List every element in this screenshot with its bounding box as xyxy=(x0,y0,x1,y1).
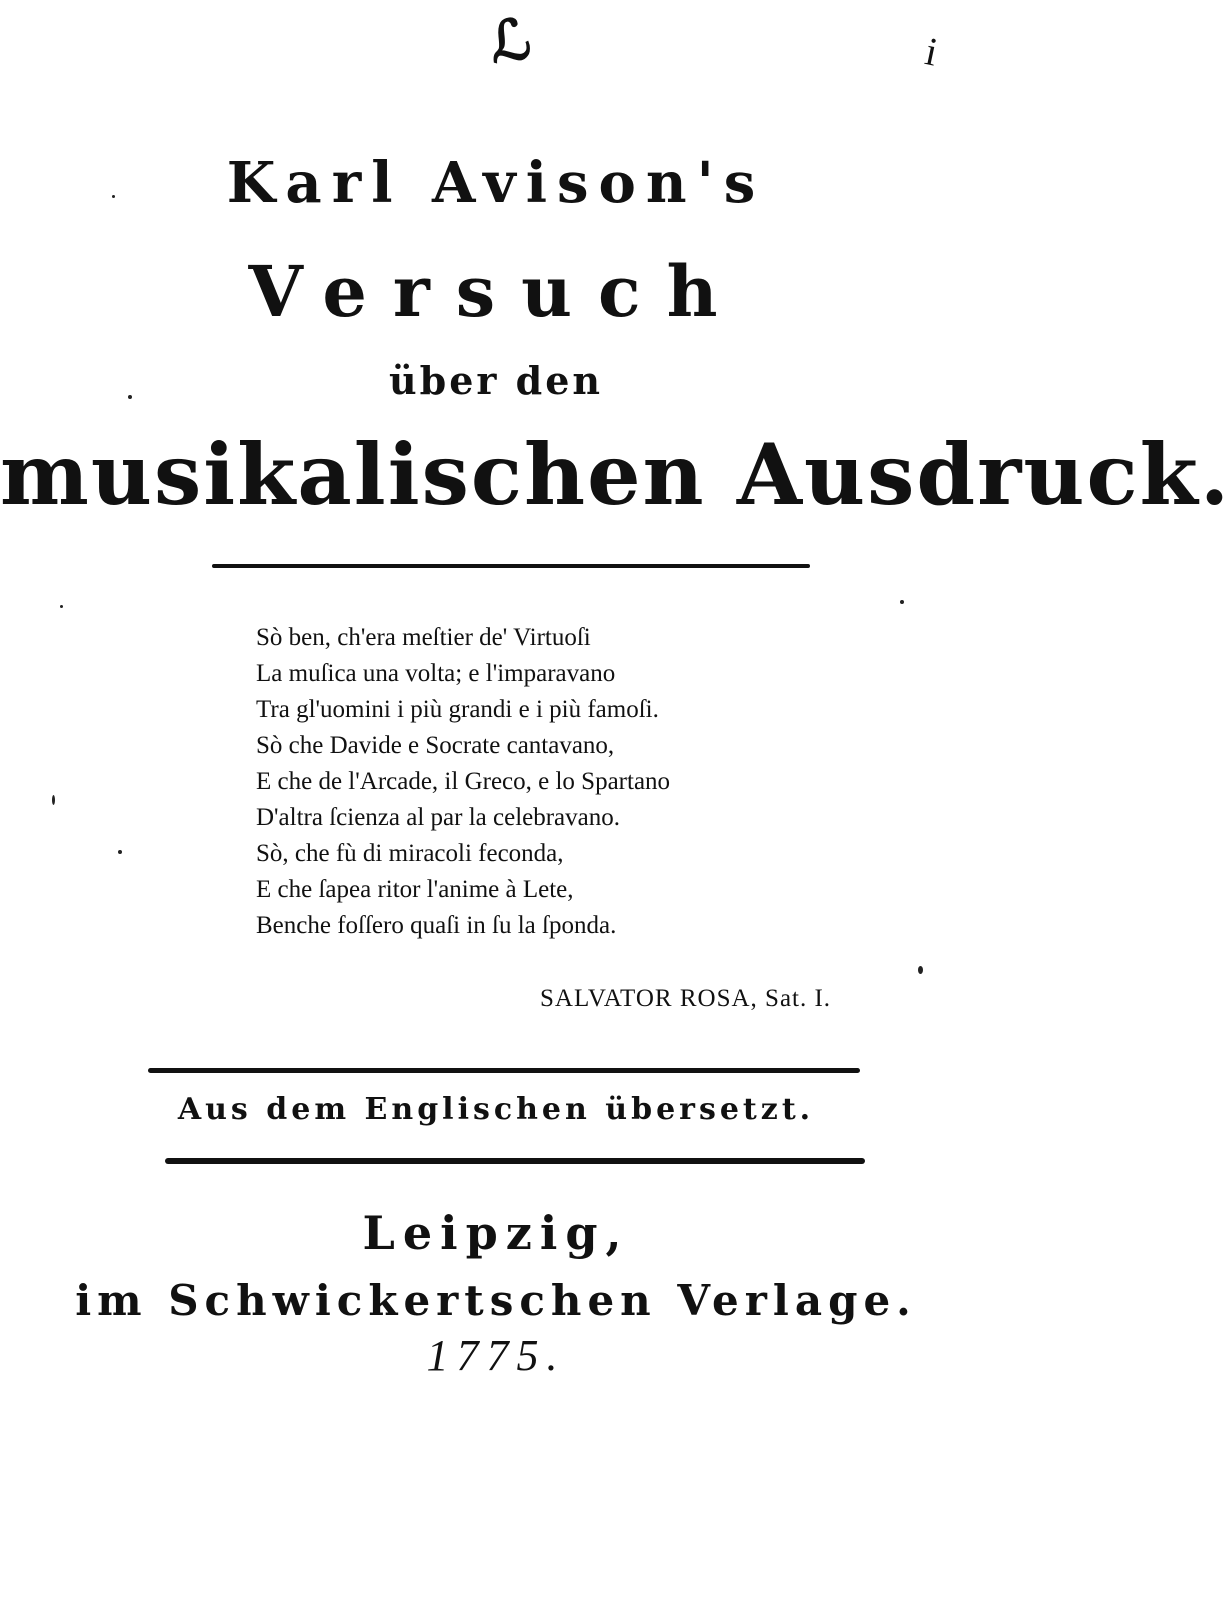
divider-rule xyxy=(212,564,810,568)
epigraph-line: E che de l'Arcade, il Greco, e lo Spartano xyxy=(256,768,671,795)
epigraph-line: D'altra ſcienza al par la celebravano. xyxy=(256,804,621,831)
epigraph-line: La muſica una volta; e l'imparavano xyxy=(256,660,616,687)
title-author: Karl Avison's xyxy=(226,150,766,216)
epigraph-line: E che ſapea ritor l'anime à Lete, xyxy=(256,876,574,903)
divider-rule xyxy=(165,1158,865,1164)
epigraph-line: Tra gl'uomini i più grandi e i più famoſi. xyxy=(256,696,659,723)
imprint-place: Leipzig, xyxy=(362,1206,630,1260)
ink-speck xyxy=(128,395,132,399)
divider-rule xyxy=(148,1068,860,1073)
epigraph-line: Sò, che fù di miracoli feconda, xyxy=(256,840,564,867)
ink-speck xyxy=(60,605,63,608)
ink-speck xyxy=(900,600,904,604)
epigraph-line: Sò che Davide e Socrate cantavano, xyxy=(256,732,615,759)
translation-note: Aus dem Englischen übersetzt. xyxy=(177,1092,815,1127)
title-main: Versuch xyxy=(248,250,744,333)
epigraph xyxy=(256,620,856,944)
title-connector: über den xyxy=(389,358,603,403)
ink-speck xyxy=(118,850,122,854)
imprint-publisher: im Schwickertschen Verlage. xyxy=(75,1276,917,1325)
epigraph-attribution: SALVATOR ROSA, Sat. I. xyxy=(540,985,832,1012)
ink-speck xyxy=(52,795,55,805)
ink-speck xyxy=(112,195,115,198)
ink-speck xyxy=(918,966,923,974)
corner-mark: i xyxy=(921,28,942,75)
epigraph-line: Sò ben, ch'era meſtier de' Virtuoſi xyxy=(256,624,591,651)
imprint-year: 1775. xyxy=(426,1331,566,1380)
handwritten-mark: ℒ xyxy=(485,5,535,77)
title-subject: musikalischen Ausdruck. xyxy=(0,425,1231,524)
epigraph-line: Benche foſſero quaſi in ſu la ſponda. xyxy=(256,912,617,939)
